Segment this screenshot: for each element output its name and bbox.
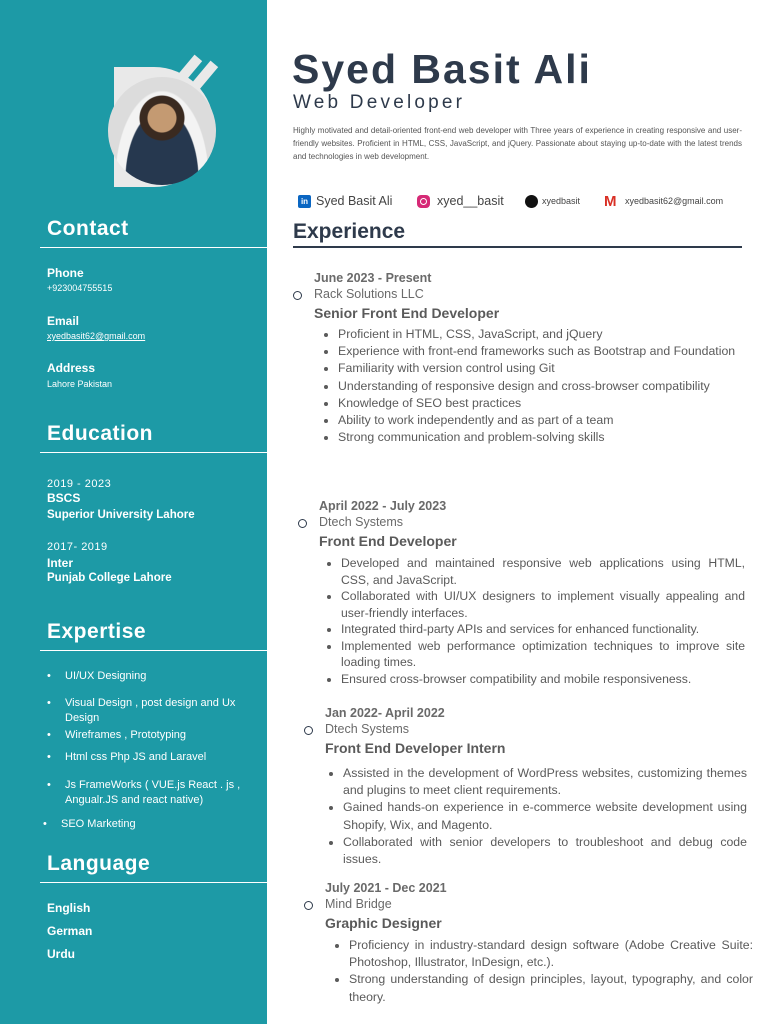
duty-item: • Knowledge of SEO best practices <box>338 395 747 412</box>
job-entry <box>319 499 745 687</box>
linkedin-link[interactable] <box>298 193 408 211</box>
candidate-name: Syed Basit Ali <box>292 46 592 92</box>
email-label: Email <box>47 314 80 328</box>
duty-item: • Proficient in HTML, CSS, JavaScript, and jQuery <box>338 326 747 343</box>
duty-item: • Integrated third-party APIs and services for enhanced functionality. <box>341 621 745 638</box>
social-links <box>298 193 748 211</box>
duty-item: • Strong understanding of design principles, layout, typography, and color theory. <box>349 971 753 1005</box>
linkedin-label: Syed Basit Ali <box>316 194 393 208</box>
instagram-link[interactable] <box>417 193 517 211</box>
duty-item: • Collaborated with UI/UX designers to implement visually appealing and user-friendly interfaces. <box>341 588 745 621</box>
github-label: xyedbasit <box>542 196 581 206</box>
education-years: 2017- 2019 <box>47 541 108 553</box>
duty-item: • Assisted in the development of WordPress websites, customizing themes and plugins to meet client requirements. <box>343 765 747 799</box>
job-company <box>325 897 753 911</box>
skill-item: • Html css Php JS and Laravel <box>65 750 245 765</box>
duty-item: • Strong communication and problem-solving skills <box>338 429 747 446</box>
language-heading: Language <box>47 852 151 875</box>
skill-item: • UI/UX Designing <box>65 669 245 684</box>
job-role: Front End Developer <box>319 533 457 549</box>
job-role: Graphic Designer <box>325 915 442 931</box>
job-duties <box>325 765 747 868</box>
job-company-name: Dtech Systems <box>319 515 404 529</box>
job-duties <box>325 937 753 1006</box>
job-company <box>314 287 747 301</box>
experience-heading: Experience <box>293 220 406 243</box>
education-degree: BSCS <box>47 491 81 505</box>
skill-item: • Visual Design , post design and Ux Design <box>65 696 245 726</box>
linkedin-icon: in <box>298 195 311 208</box>
duty-item: • Familiarity with version control using Git <box>338 360 747 377</box>
job-entry <box>325 881 753 1006</box>
job-entry <box>314 271 747 446</box>
job-date: June 2023 - Present <box>314 271 432 285</box>
job-role: Front End Developer Intern <box>325 740 506 756</box>
duty-item: • Proficiency in industry-standard design software (Adobe Creative Suite: Photoshop, Illustrator, InDesign, etc.). <box>349 937 753 971</box>
skill-item: • SEO Marketing <box>61 817 241 832</box>
duty-item: • Experience with front-end frameworks such as Bootstrap and Foundation <box>338 343 747 360</box>
instagram-label: xyed__basit <box>437 194 504 208</box>
contact-heading: Contact <box>47 217 129 240</box>
github-link[interactable] <box>525 193 595 211</box>
job-duties <box>319 555 745 687</box>
job-entry <box>325 706 747 868</box>
timeline-dot <box>304 901 313 910</box>
email-link[interactable]: xyedbasit62@gmail.com <box>47 331 146 341</box>
job-date: Jan 2022- April 2022 <box>325 706 445 720</box>
job-company <box>319 515 745 529</box>
github-icon <box>525 195 538 208</box>
job-role: Senior Front End Developer <box>314 305 500 321</box>
duty-item: • Implemented web performance optimization techniques to improve site loading times. <box>341 638 745 671</box>
language-item: German <box>47 924 93 938</box>
candidate-title: Web Developer <box>293 92 466 113</box>
job-date: April 2022 - July 2023 <box>319 499 447 513</box>
education-divider <box>40 452 267 453</box>
experience-divider <box>293 246 742 248</box>
job-company-name: Rack Solutions LLC <box>314 287 424 301</box>
instagram-icon <box>417 195 430 208</box>
duty-item: • Ensured cross-browser compatibility and mobile responsiveness. <box>341 671 745 688</box>
profile-photo-frame <box>82 45 222 195</box>
phone-value: +923004755515 <box>47 283 113 293</box>
timeline-dot <box>304 726 313 735</box>
skill-item: • Wireframes , Prototyping <box>65 728 245 743</box>
address-value: Lahore Pakistan <box>47 379 113 389</box>
gmail-label: xyedbasit62@gmail.com <box>625 196 724 206</box>
education-degree: Inter <box>47 556 74 570</box>
profile-summary: Highly motivated and detail-oriented front-end web developer with Three years of experience in creating responsive and user-friendly websites. Proficient in HTML, CSS, JavaScript, and jQuery. Passionate about staying up-to-date with the latest trends and technologies in web development. <box>293 126 742 161</box>
language-item: Urdu <box>47 947 75 961</box>
skill-item: • Js FrameWorks ( VUE.js React . js , Angualr.JS and react native) <box>65 778 245 808</box>
profile-photo <box>108 77 216 185</box>
gmail-icon: M <box>604 193 617 210</box>
expertise-heading: Expertise <box>47 620 147 643</box>
job-company <box>325 722 747 736</box>
education-heading: Education <box>47 422 154 445</box>
job-date: July 2021 - Dec 2021 <box>325 881 447 895</box>
duty-item: • Developed and maintained responsive web applications using HTML, CSS, and JavaScript. <box>341 555 745 588</box>
education-years: 2019 - 2023 <box>47 478 112 490</box>
phone-label: Phone <box>47 266 84 280</box>
job-company-name: Mind Bridge <box>325 897 392 911</box>
email-social-link[interactable] <box>604 193 744 211</box>
duty-item: • Collaborated with senior developers to troubleshoot and debug code issues. <box>343 834 747 868</box>
education-school: Superior University Lahore <box>47 509 195 521</box>
language-item: English <box>47 901 91 915</box>
language-divider <box>40 882 267 883</box>
address-label: Address <box>47 361 96 375</box>
expertise-divider <box>40 650 267 651</box>
timeline-dot <box>298 519 307 528</box>
timeline-dot <box>293 291 302 300</box>
duty-item: • Understanding of responsive design and cross-browser compatibility <box>338 378 747 395</box>
sidebar <box>0 0 267 1024</box>
contact-divider <box>40 247 267 248</box>
job-duties <box>314 326 747 446</box>
education-school: Punjab College Lahore <box>47 572 172 584</box>
duty-item: • Ability to work independently and as part of a team <box>338 412 747 429</box>
duty-item: • Gained hands-on experience in e-commerce website development using Shopify, Wix, and Magento. <box>343 799 747 833</box>
job-company-name: Dtech Systems <box>325 722 410 736</box>
